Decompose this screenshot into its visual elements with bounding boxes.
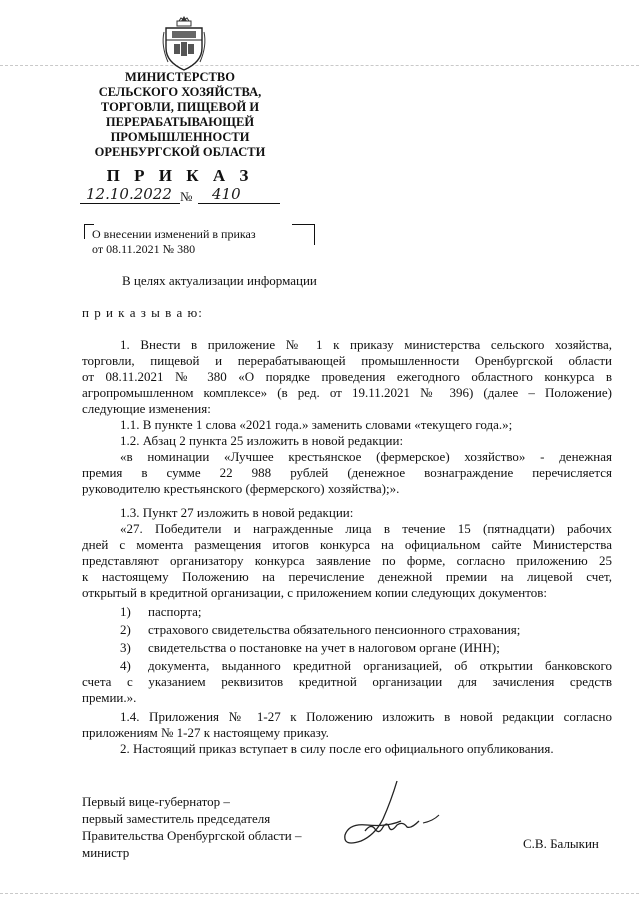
paragraph-line: премия в сумме 22 988 рублей (денежное вознаграждение перечисляется — [82, 465, 612, 480]
order-subject — [92, 227, 282, 256]
handwritten-signature — [335, 775, 445, 855]
coat-of-arms-icon — [160, 14, 208, 74]
subject-bracket-right — [292, 224, 315, 245]
ministry-name — [75, 70, 285, 160]
preamble: В целях актуализации информации — [122, 273, 317, 288]
paragraph-line: к настоящему Положению на перечисление денежной премии на лицевой счет, — [82, 569, 612, 584]
paragraph-line: от 08.11.2021 № 380 «О порядке проведения ежегодного областного конкурса в — [82, 369, 612, 384]
paragraph-line: торговли, пищевой и перерабатывающей промышленности Оренбургской области — [82, 353, 612, 368]
paragraph-1-3: 1.3. Пункт 27 изложить в новой редакции: — [120, 505, 354, 520]
paragraph-line: руководителю крестьянского (фермерского) хозяйства);». — [82, 481, 400, 496]
paragraph-line: премии.». — [82, 690, 137, 705]
list-item: 2) страхового свидетельства обязательного пенсионного страхования; — [120, 622, 521, 637]
list-item: 4) документа, выданного кредитной организацией, об открытии банковского — [120, 658, 612, 673]
subject-line: от 08.11.2021 № 380 — [92, 241, 196, 256]
list-item: 1) паспорта; — [120, 604, 202, 619]
scan-artifact-line — [0, 65, 639, 67]
paragraph-line: «27. Победители и награжденные лица в течение 15 (пятнадцати) рабочих — [120, 521, 612, 536]
number-underline — [198, 203, 280, 204]
paragraph-line: приложениям № 1-27 к настоящему приказу. — [82, 725, 329, 740]
paragraph-line: следующие изменения: — [82, 401, 211, 416]
list-item: 3) свидетельства о постановке на учет в налоговом органе (ИНН); — [120, 640, 500, 655]
signer-position: Первый вице-губернатор – первый заместитель председателя Правительства Оренбургской области – министр — [82, 794, 302, 860]
orders-word: п р и к а з ы в а ю: — [82, 305, 203, 320]
date-underline — [80, 203, 180, 204]
paragraph-1-2: 1.2. Абзац 2 пункта 25 изложить в новой редакции: — [120, 433, 404, 448]
ministry-line: ТОРГОВЛИ, ПИЩЕВОЙ И — [100, 100, 260, 114]
paragraph-line: агропромышленном комплексе» (в ред. от 19.11.2021 № 396) (далее – Положение) — [82, 385, 612, 400]
scan-artifact-line — [0, 893, 639, 895]
paragraph-1-4: 1.4. Приложения № 1-27 к Положению изложить в новой редакции согласно — [120, 709, 612, 724]
paragraph-line: счета с указанием реквизитов кредитной организации для зачисления средств — [82, 674, 612, 689]
paragraph-1-1: 1.1. В пункте 1 слова «2021 года.» заменить словами «текущего года.»; — [120, 417, 513, 432]
document-type-title: П Р И К А З — [106, 166, 254, 185]
number-sign: № — [180, 189, 193, 204]
ministry-line: МИНИСТЕРСТВО — [125, 70, 235, 84]
subject-line: О внесении изменений в приказ — [92, 227, 256, 241]
paragraph-line: 1. Внести в приложение № 1 к приказу министерства сельского хозяйства, — [120, 337, 612, 352]
order-date: 12.10.2022 — [86, 185, 172, 203]
ministry-line: СЕЛЬСКОГО ХОЗЯЙСТВА, — [98, 85, 262, 99]
ministry-line: ОРЕНБУРГСКОЙ ОБЛАСТИ — [94, 145, 266, 159]
order-number: 410 — [212, 185, 241, 203]
paragraph-line: представляют организатору конкурса заявление по форме, согласно приложению 25 — [82, 553, 612, 568]
paragraph-line: открытый в кредитной организации, с приложением копии следующих документов: — [82, 585, 547, 600]
paragraph-2: 2. Настоящий приказ вступает в силу после его официального опубликования. — [120, 741, 554, 756]
paragraph-line: «в номинации «Лучшее крестьянское (фермерское) хозяйство» - денежная — [120, 449, 612, 464]
signer-name: С.В. Балыкин — [523, 836, 599, 851]
ministry-line: ПРОМЫШЛЕННОСТИ — [110, 130, 250, 144]
ministry-line: ПЕРЕРАБАТЫВАЮЩЕЙ — [105, 115, 255, 129]
paragraph-line: дней с момента размещения итогов конкурса на официальном сайте Министерства — [82, 537, 612, 552]
